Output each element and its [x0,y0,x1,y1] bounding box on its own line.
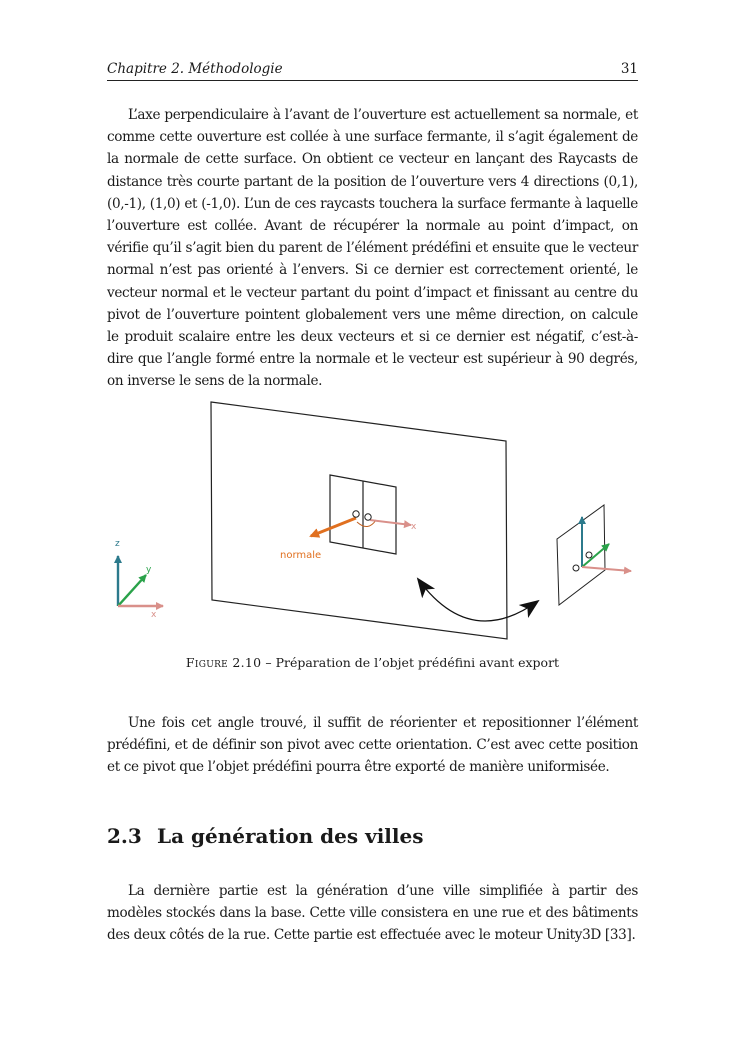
pivot-point [365,514,371,520]
paragraph-raycast: L’axe perpendiculaire à l’avant de l’ouverture est actuellement sa normale, et comme cette ouverture est collée à une surface fermante, il s’agit également de la normale de cette surface. On obtient ce vecteur en lançant des Raycasts de distance très courte partant de la position de l’ouverture vers 4 directions (0,1), (0,-1), (1,0) et (-1,0). L’un de ces raycasts touchera la surface fermante à laquelle l’ouverture est collée. Avant de récupérer la normale au point d’impact, on vérifie qu’il s’agit bien du parent de l’élément prédéfini et ensuite que le vecteur normal n’est pas orienté à l’envers. Si ce dernier est correctement orienté, le vecteur normal et le vecteur partant du point d’impact et finissant au centre du pivot de l’ouverture pointent globalement vers une même direction, on calcule le produit scalaire entre les deux vecteurs et si ce dernier est négatif, c’est-à-dire que l’angle formé entre la normale et le vecteur est supérieur à 90 degrés, on inverse le sens de la normale. [107,107,638,390]
prefab-pivot-point [586,552,592,558]
section-heading [107,824,638,848]
page-number: 31 [620,61,638,77]
x-axis-label: x [151,610,157,620]
paragraph-reorient: Une fois cet angle trouvé, il suffit de réorienter et repositionner l’élément prédéfini, et de définir son pivot avec cette orientation. C’est avec cette position et ce pivot que l’objet prédéfini pourra être exporté de manière uniformisée. [107,715,638,776]
page-header [107,60,638,81]
figure-prefab-export [100,395,645,650]
normal-label: normale [280,550,322,561]
y-axis-label: y [146,565,152,575]
section-number: 2.3 [107,824,142,848]
prefab-impact-point [573,565,579,571]
figure-label: Figure 2.10 [185,655,262,670]
paragraph-city-generation: La dernière partie est la génération d’une ville simplifiée à partir des modèles stockés dans la base. Cette ville consistera en une rue et des bâtiments des deux côtés de la rue. Cette partie est effectuée avec le moteur Unity3D [33]. [107,883,638,944]
impact-point [353,511,359,517]
chapter-title: Chapitre 2. Méthodologie [107,61,283,77]
figure-caption [107,655,638,670]
section-title: La génération des villes [157,824,424,848]
window-x-label: x [411,522,417,532]
caption-text: – Préparation de l’objet prédéfini avant export [261,655,560,670]
y-axis-arrow [118,575,146,606]
z-axis-label: z [115,539,120,549]
